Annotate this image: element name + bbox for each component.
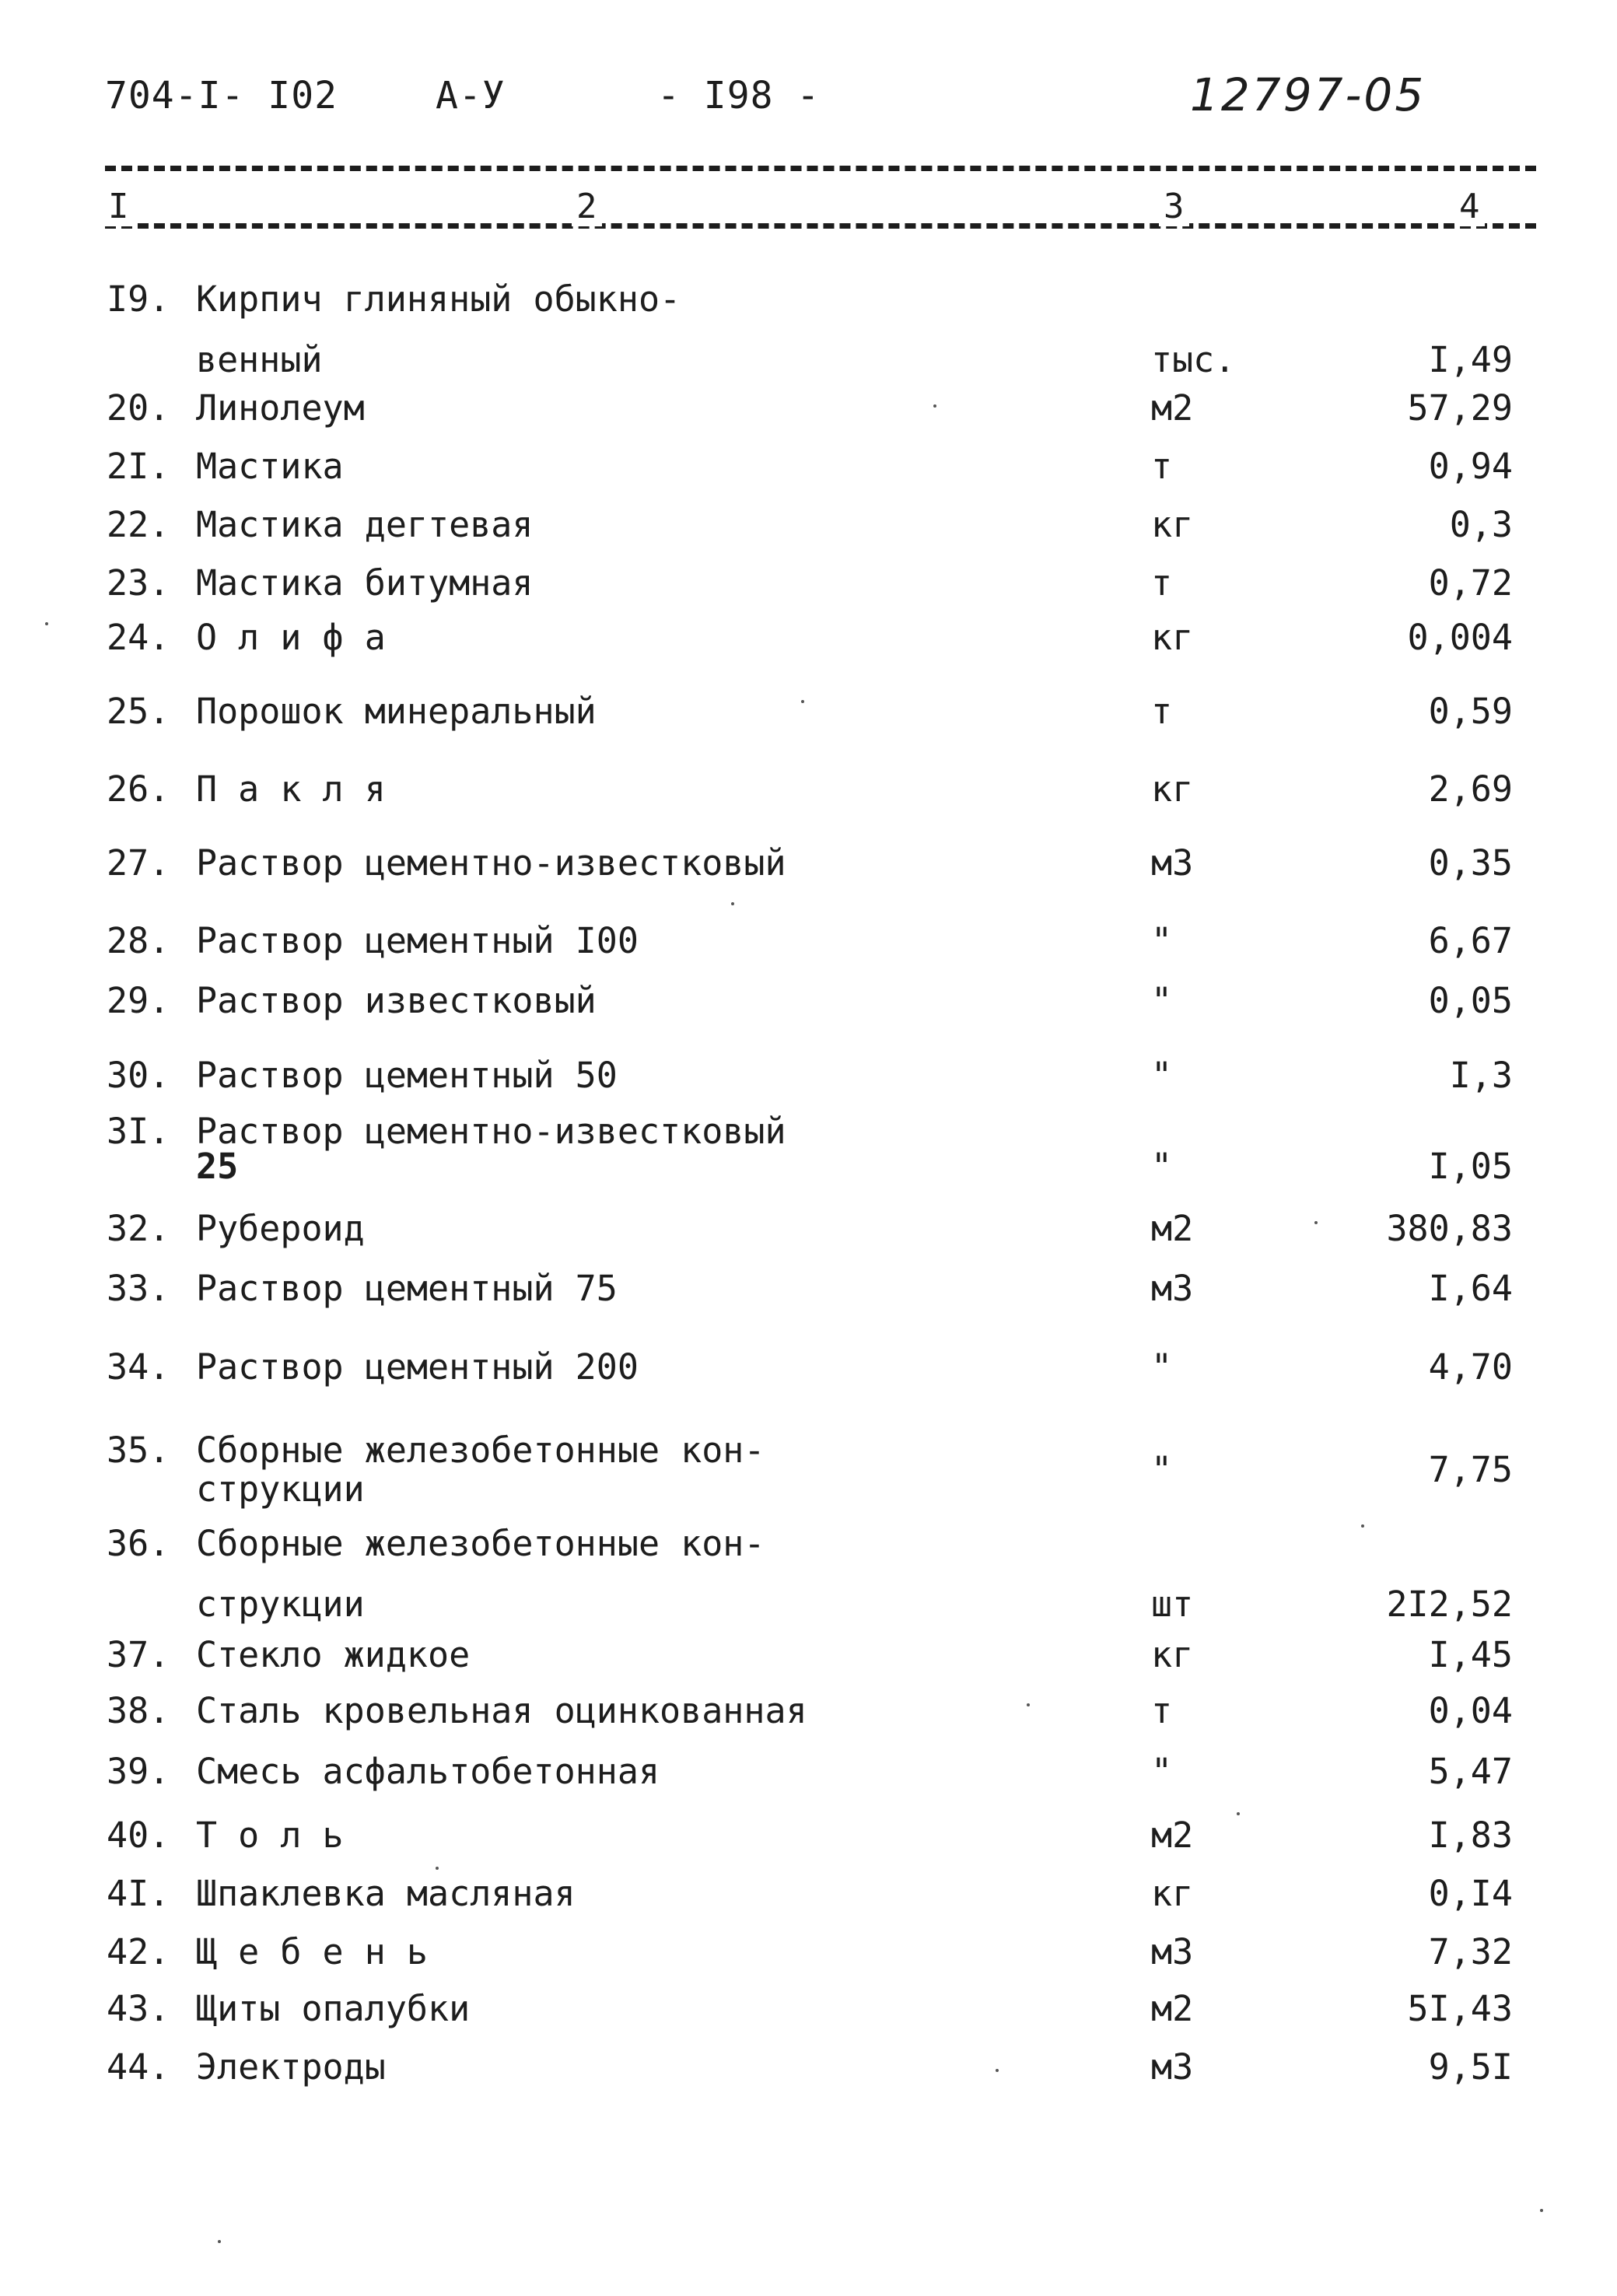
row-number: 35. [107, 1430, 170, 1471]
quantity: 0,I4 [1428, 1873, 1513, 1914]
quantity: 380,83 [1386, 1208, 1513, 1249]
material-name: Электроды [196, 2046, 386, 2088]
row-number: 22. [107, 504, 170, 545]
material-name: Мастика дегтевая [196, 504, 534, 545]
row-number: 4I. [107, 1873, 170, 1914]
quantity: 9,5I [1428, 2046, 1513, 2088]
unit-of-measure: " [1151, 1346, 1173, 1388]
row-number: 27. [107, 842, 170, 884]
dashed-rule-top [105, 166, 1536, 171]
quantity: 0,94 [1428, 446, 1513, 487]
material-name: Щ е б е н ь [196, 1931, 429, 1972]
unit-of-measure: м2 [1151, 1208, 1194, 1249]
handwritten-number: 12797-05 [1190, 68, 1426, 121]
row-number: 37. [107, 1634, 170, 1675]
row-number: 29. [107, 980, 170, 1021]
quantity: 57,29 [1407, 387, 1513, 429]
quantity: 4,70 [1428, 1346, 1513, 1388]
material-name: О л и ф а [196, 617, 386, 658]
unit-of-measure: м3 [1151, 1268, 1194, 1309]
row-number: I9. [107, 278, 170, 320]
material-name: Сборные железобетонные кон- [196, 1523, 765, 1564]
row-number: 38. [107, 1690, 170, 1731]
quantity: 2,69 [1428, 768, 1513, 810]
unit-of-measure: кг [1151, 768, 1194, 810]
row-number: 28. [107, 920, 170, 961]
unit-of-measure: " [1151, 980, 1173, 1021]
material-name: Сталь кровельная оцинкованная [196, 1690, 807, 1731]
quantity: I,05 [1428, 1146, 1513, 1187]
quantity: 0,05 [1428, 980, 1513, 1021]
unit-of-measure: " [1151, 1751, 1173, 1792]
material-name: Раствор цементно-известковый [196, 1111, 786, 1152]
unit-of-measure: т [1151, 562, 1173, 604]
material-name: Стекло жидкое [196, 1634, 471, 1675]
unit-of-measure: м3 [1151, 1931, 1194, 1972]
column-number-1: I [103, 187, 134, 226]
quantity: 7,75 [1428, 1449, 1513, 1490]
material-name-continued: венный [196, 339, 323, 380]
quantity: I,83 [1428, 1815, 1513, 1856]
material-name: Раствор цементный 50 [196, 1055, 618, 1096]
unit-of-measure: " [1151, 1055, 1173, 1096]
unit-of-measure: " [1151, 920, 1173, 961]
row-number: 40. [107, 1815, 170, 1856]
unit-of-measure: кг [1151, 1634, 1194, 1675]
material-name-continued: струкции [196, 1468, 365, 1510]
quantity: 6,67 [1428, 920, 1513, 961]
row-number: 25. [107, 691, 170, 732]
unit-of-measure: м3 [1151, 2046, 1194, 2088]
row-number: 26. [107, 768, 170, 810]
unit-of-measure: шт [1151, 1584, 1194, 1625]
unit-of-measure: кг [1151, 1873, 1194, 1914]
row-number: 43. [107, 1988, 170, 2029]
quantity: I,3 [1449, 1055, 1513, 1096]
row-number: 36. [107, 1523, 170, 1564]
section-mark: А-У [436, 74, 506, 117]
quantity: 0,59 [1428, 691, 1513, 732]
material-name: Мастика [196, 446, 344, 487]
quantity: 0,004 [1407, 617, 1513, 658]
row-number: 34. [107, 1346, 170, 1388]
material-name: Раствор цементный 200 [196, 1346, 639, 1388]
quantity: I,49 [1428, 339, 1513, 380]
column-number-2: 2 [572, 187, 602, 226]
material-name: Раствор цементный 75 [196, 1268, 618, 1309]
dashed-rule-columns [105, 223, 1536, 229]
quantity: 0,72 [1428, 562, 1513, 604]
material-name: Порошок минеральный [196, 691, 597, 732]
row-number: 39. [107, 1751, 170, 1792]
unit-of-measure: м3 [1151, 842, 1194, 884]
page-number: - I98 - [657, 74, 821, 117]
unit-of-measure: т [1151, 1690, 1173, 1731]
quantity: I,45 [1428, 1634, 1513, 1675]
quantity: 2I2,52 [1386, 1584, 1513, 1625]
material-name: Рубероид [196, 1208, 365, 1249]
material-name: Кирпич глиняный обыкно- [196, 278, 681, 320]
material-name: Раствор цементно-известковый [196, 842, 786, 884]
unit-of-measure: м2 [1151, 1988, 1194, 2029]
unit-of-measure: " [1151, 1449, 1173, 1490]
unit-of-measure: т [1151, 446, 1173, 487]
quantity: 0,3 [1449, 504, 1513, 545]
row-number: 3I. [107, 1111, 170, 1152]
unit-of-measure: м2 [1151, 387, 1194, 429]
material-name-continued: струкции [196, 1584, 365, 1625]
material-name: П а к л я [196, 768, 386, 810]
material-name: Щиты опалубки [196, 1988, 471, 2029]
row-number: 20. [107, 387, 170, 429]
unit-of-measure: т [1151, 691, 1173, 732]
column-number-4: 4 [1454, 187, 1485, 226]
unit-of-measure: тыс. [1151, 339, 1236, 380]
quantity: 0,04 [1428, 1690, 1513, 1731]
quantity: 5,47 [1428, 1751, 1513, 1792]
quantity: 5I,43 [1407, 1988, 1513, 2029]
material-name: Т о л ь [196, 1815, 344, 1856]
unit-of-measure: кг [1151, 617, 1194, 658]
material-name-continued: 25 [196, 1146, 239, 1187]
document-code: 704-I- I02 [105, 74, 338, 117]
row-number: 23. [107, 562, 170, 604]
quantity: I,64 [1428, 1268, 1513, 1309]
material-name: Смесь асфальтобетонная [196, 1751, 660, 1792]
row-number: 44. [107, 2046, 170, 2088]
row-number: 24. [107, 617, 170, 658]
material-name: Мастика битумная [196, 562, 534, 604]
unit-of-measure: кг [1151, 504, 1194, 545]
material-name: Линолеум [196, 387, 365, 429]
quantity: 7,32 [1428, 1931, 1513, 1972]
row-number: 30. [107, 1055, 170, 1096]
row-number: 32. [107, 1208, 170, 1249]
material-name: Раствор известковый [196, 980, 597, 1021]
unit-of-measure: " [1151, 1146, 1173, 1187]
column-number-3: 3 [1159, 187, 1189, 226]
material-name: Шпаклевка масляная [196, 1873, 576, 1914]
row-number: 2I. [107, 446, 170, 487]
material-name: Сборные железобетонные кон- [196, 1430, 765, 1471]
row-number: 33. [107, 1268, 170, 1309]
quantity: 0,35 [1428, 842, 1513, 884]
unit-of-measure: м2 [1151, 1815, 1194, 1856]
material-name: Раствор цементный I00 [196, 920, 639, 961]
row-number: 42. [107, 1931, 170, 1972]
